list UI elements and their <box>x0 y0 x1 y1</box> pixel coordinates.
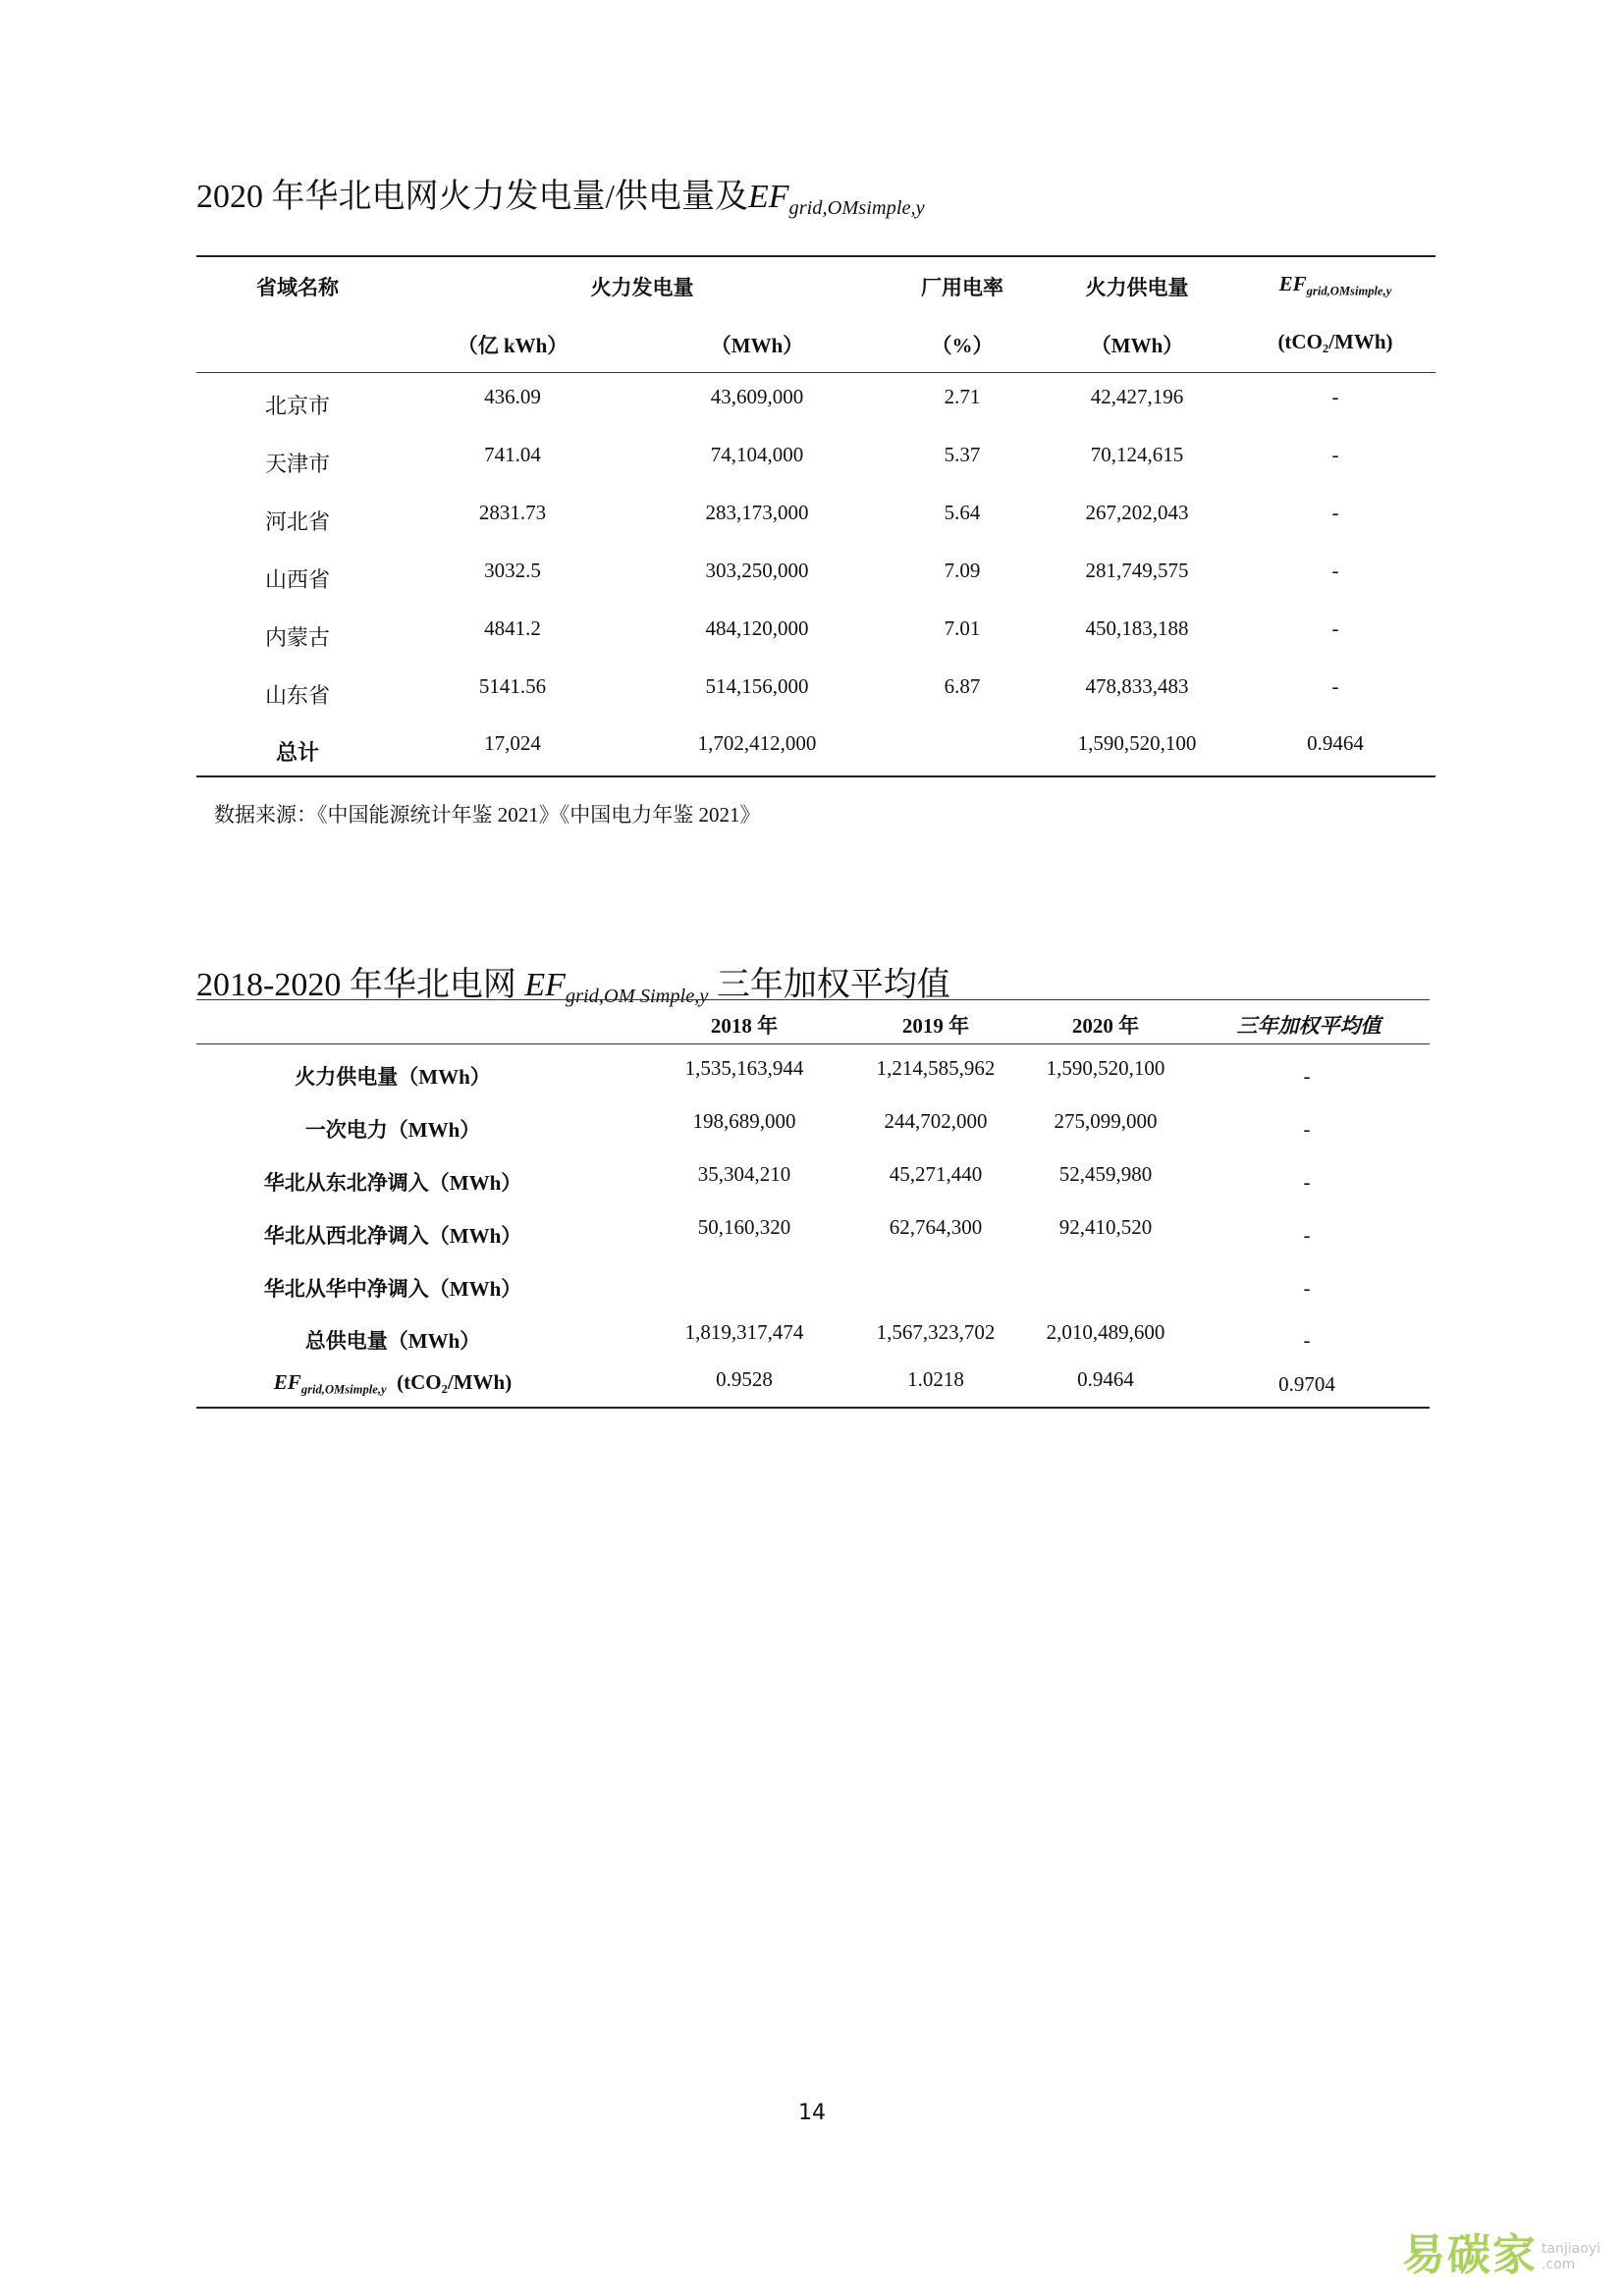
t1-cell-gen-kwh: 2831.73 <box>478 501 547 524</box>
table2-header-rule <box>196 1043 1430 1044</box>
t1-cell-rate: 5.37 <box>944 443 981 466</box>
t2-ef-avg: 0.9704 <box>1278 1372 1335 1396</box>
t1-cell-ef: - <box>1331 616 1339 640</box>
table2-title-suffix: 三年加权平均值 <box>708 967 950 1003</box>
t1-total-label: 总计 <box>275 740 320 765</box>
t2-cell-2020: 2,010,489,600 <box>1046 1320 1165 1344</box>
t1-total-ef: 0.9464 <box>1307 731 1364 755</box>
t1-cell-supply: 42,427,196 <box>1090 385 1184 408</box>
t1-cell-gen-kwh: 3032.5 <box>484 559 541 582</box>
t2-row-label: 一次电力（MWh） <box>304 1118 481 1142</box>
t1-cell-rate: 2.71 <box>944 385 981 408</box>
t1-cell-ef: - <box>1331 559 1339 582</box>
table1-title-ef-sub: grid,OMsimple,y <box>788 197 925 220</box>
t2-cell-2018: 1,819,317,474 <box>684 1320 804 1344</box>
t2-cell-2019: 244,702,000 <box>884 1109 988 1133</box>
t2-header-2018: 2018 年 <box>710 1014 779 1038</box>
t2-row-label: 华北从西北净调入（MWh） <box>263 1224 522 1248</box>
t1-header-ef <box>1279 272 1392 298</box>
t1-header-self-use: 厂用电率 <box>921 276 1003 299</box>
t1-unit-self-use: （%） <box>931 334 994 357</box>
t1-unit-ef: (tCO₂/MWh) <box>1277 330 1393 353</box>
t2-cell-2018: 1,535,163,944 <box>684 1056 804 1080</box>
t1-header-ef-sym: EF <box>1278 272 1307 295</box>
t2-ef-unit: (tCO₂/MWh) <box>397 1370 513 1394</box>
table2-top-rule <box>196 999 1430 1000</box>
t1-cell-gen-mwh: 303,250,000 <box>705 559 809 582</box>
t2-row-label: 华北从华中净调入（MWh） <box>263 1277 522 1301</box>
table1-title <box>196 169 925 220</box>
t2-ef-sub: grid,OMsimple,y <box>300 1382 387 1397</box>
t1-cell-ef: - <box>1331 385 1339 408</box>
t2-cell-avg: - <box>1303 1117 1311 1141</box>
t1-cell-gen-kwh: 436.09 <box>484 385 541 408</box>
t1-header-ef-sub: grid,OMsimple,y <box>1306 284 1392 298</box>
table1-title-ef: EF <box>747 179 789 215</box>
t1-header-generation: 火力发电量 <box>590 276 694 299</box>
watermark-sub2: .com <box>1541 2257 1576 2272</box>
t2-cell-avg: - <box>1303 1170 1311 1194</box>
table1-top-rule <box>196 255 1435 257</box>
t1-cell-supply: 450,183,188 <box>1085 616 1189 640</box>
t2-cell-2020: 92,410,520 <box>1058 1215 1153 1239</box>
table2-bottom-rule <box>196 1407 1430 1409</box>
t2-ef-2019: 1.0218 <box>907 1367 964 1391</box>
t2-ef-2018: 0.9528 <box>716 1367 773 1391</box>
t2-cell-2020: 275,099,000 <box>1054 1109 1158 1133</box>
t1-cell-name: 天津市 <box>264 452 331 476</box>
t2-cell-2018: 50,160,320 <box>697 1215 791 1239</box>
t1-cell-name: 山东省 <box>264 683 331 708</box>
t2-row-label: 总供电量（MWh） <box>304 1329 481 1353</box>
t1-cell-gen-mwh: 484,120,000 <box>705 616 809 640</box>
table1-source-note: 数据来源：《中国能源统计年鉴 2021》《中国电力年鉴 2021》 <box>214 803 761 827</box>
table1-bottom-rule <box>196 775 1435 777</box>
t2-ef-2020: 0.9464 <box>1077 1367 1134 1391</box>
t1-cell-name: 山西省 <box>264 567 331 592</box>
watermark-sub1: tanjiaoyi <box>1541 2241 1600 2257</box>
t1-cell-rate: 7.09 <box>944 559 981 582</box>
watermark-main: 易碳家 <box>1401 2230 1538 2280</box>
t2-cell-2018: 198,689,000 <box>692 1109 796 1133</box>
t1-header-province: 省域名称 <box>256 276 339 299</box>
t1-unit-supply: （MWh） <box>1090 334 1184 357</box>
table2-title-ef: EF <box>524 967 566 1003</box>
t2-cell-2018: 35,304,210 <box>697 1162 791 1186</box>
table2-title-prefix: 2018-2020 年华北电网 <box>196 967 525 1003</box>
t1-cell-gen-kwh: 5141.56 <box>478 674 547 698</box>
page-number: 14 <box>798 2101 826 2125</box>
t2-ef-sym: EF <box>273 1370 301 1394</box>
t1-cell-supply: 478,833,483 <box>1085 674 1189 698</box>
t2-cell-avg: - <box>1303 1328 1311 1352</box>
t1-cell-rate: 6.87 <box>944 674 981 698</box>
t2-ef-label <box>274 1370 512 1397</box>
table1-header-rule <box>196 372 1435 373</box>
t2-cell-avg: - <box>1303 1064 1311 1088</box>
t1-cell-rate: 7.01 <box>944 616 981 640</box>
t1-cell-gen-kwh: 4841.2 <box>484 616 541 640</box>
watermark-logo <box>1402 2219 1600 2282</box>
t2-cell-avg: - <box>1303 1276 1311 1300</box>
table2-title-ef-sub: grid,OM Simple,y <box>565 986 709 1008</box>
t2-cell-2019: 62,764,300 <box>889 1215 983 1239</box>
t1-cell-gen-mwh: 43,609,000 <box>710 385 804 408</box>
t2-cell-2020: 1,590,520,100 <box>1046 1056 1165 1080</box>
t1-cell-supply: 281,749,575 <box>1085 559 1189 582</box>
t1-total-gen-kwh: 17,024 <box>484 731 541 755</box>
t2-row-label: 华北从东北净调入（MWh） <box>263 1171 522 1195</box>
t1-cell-supply: 70,124,615 <box>1090 443 1184 466</box>
t1-cell-rate: 5.64 <box>944 501 981 524</box>
t2-cell-2019: 45,271,440 <box>889 1162 983 1186</box>
t2-row-label: 火力供电量（MWh） <box>295 1065 491 1089</box>
t1-cell-name: 北京市 <box>264 394 331 418</box>
t2-header-weighted-avg: 三年加权平均值 <box>1236 1014 1381 1038</box>
t1-total-supply: 1,590,520,100 <box>1077 731 1197 755</box>
t1-cell-gen-mwh: 514,156,000 <box>705 674 809 698</box>
t1-cell-ef: - <box>1331 443 1339 466</box>
t1-cell-name: 河北省 <box>264 509 331 534</box>
t1-cell-name: 内蒙古 <box>264 625 331 650</box>
t2-cell-2020: 52,459,980 <box>1058 1162 1153 1186</box>
t1-header-supply: 火力供电量 <box>1085 276 1189 299</box>
t2-cell-avg: - <box>1303 1223 1311 1247</box>
table2-title <box>196 957 950 1008</box>
table1-title-prefix: 2020 年华北电网火力发电量/供电量及 <box>196 179 748 215</box>
t1-total-gen-mwh: 1,702,412,000 <box>697 731 817 755</box>
t1-unit-gen-mwh: （MWh） <box>710 334 804 357</box>
t2-header-2020: 2020 年 <box>1071 1014 1140 1038</box>
t2-header-2019: 2019 年 <box>901 1014 970 1038</box>
t1-cell-gen-mwh: 74,104,000 <box>710 443 804 466</box>
watermark-domain <box>1542 2241 1600 2272</box>
t1-cell-gen-mwh: 283,173,000 <box>705 501 809 524</box>
t2-cell-2019: 1,567,323,702 <box>876 1320 996 1344</box>
t1-cell-supply: 267,202,043 <box>1085 501 1189 524</box>
t2-cell-2019: 1,214,585,962 <box>876 1056 996 1080</box>
t1-unit-gen-kwh: （亿 kWh） <box>457 334 568 357</box>
t1-cell-ef: - <box>1331 674 1339 698</box>
t1-cell-ef: - <box>1331 501 1339 524</box>
t1-cell-gen-kwh: 741.04 <box>484 443 541 466</box>
